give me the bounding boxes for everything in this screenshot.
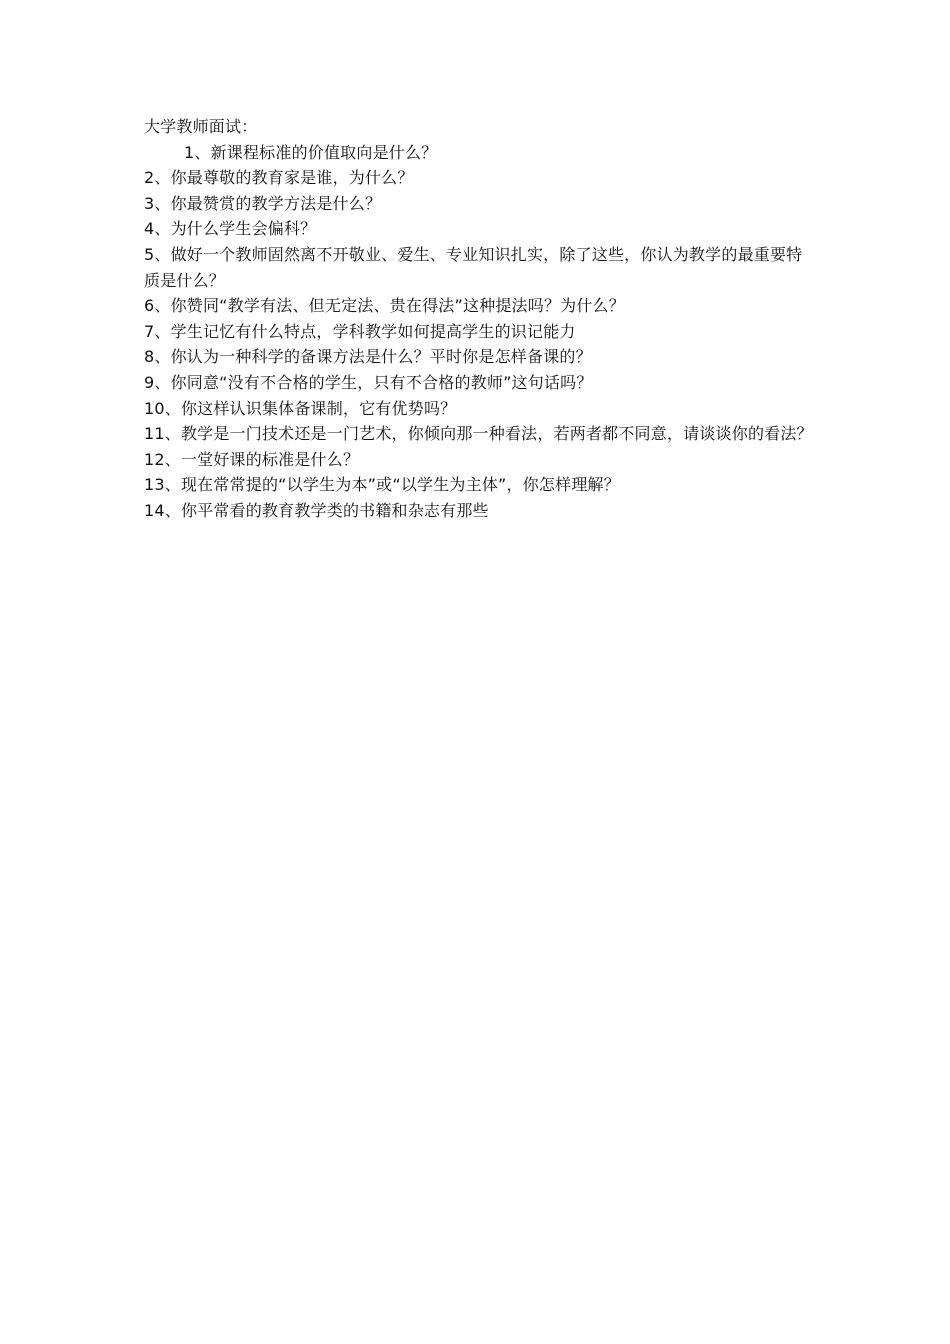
question-2: 2、你最尊敬的教育家是谁，为什么？ — [144, 168, 414, 188]
question-13: 13、现在常常提的“以学生为本”或“以学生为主体”，你怎样理解？ — [144, 475, 620, 495]
question-1: 1、新课程标准的价值取向是什么？ — [184, 142, 438, 162]
question-14: 14、你平常看的教育教学类的书籍和杂志有那些 — [144, 500, 489, 520]
question-8: 8、你认为一种科学的备课方法是什么？平时你是怎样备课的？ — [144, 347, 592, 367]
question-12: 12、一堂好课的标准是什么？ — [144, 449, 360, 469]
question-7: 7、学生记忆有什么特点，学科教学如何提高学生的识记能力 — [144, 321, 576, 341]
question-4: 4、为什么学生会偏科？ — [144, 219, 317, 239]
document-content — [144, 114, 814, 524]
question-9: 9、你同意“没有不合格的学生，只有不合格的教师”这句话吗？ — [144, 372, 593, 392]
document-title: 大学教师面试： — [144, 117, 258, 136]
question-5: 5、做好一个教师固然离不开敬业、爱生、专业知识扎实，除了这些，你认为教学的最重要特质是什么？ — [144, 244, 803, 290]
question-3: 3、你最赞赏的教学方法是什么？ — [144, 193, 382, 213]
question-10: 10、你这样认识集体备课制，它有优势吗？ — [144, 398, 457, 418]
question-6: 6、你赞同“教学有法、但无定法、贵在得法”这种提法吗？为什么？ — [144, 296, 625, 316]
question-11: 11、教学是一门技术还是一门艺术，你倾向那一种看法，若两者都不同意，请谈谈你的看法？ — [144, 424, 813, 444]
